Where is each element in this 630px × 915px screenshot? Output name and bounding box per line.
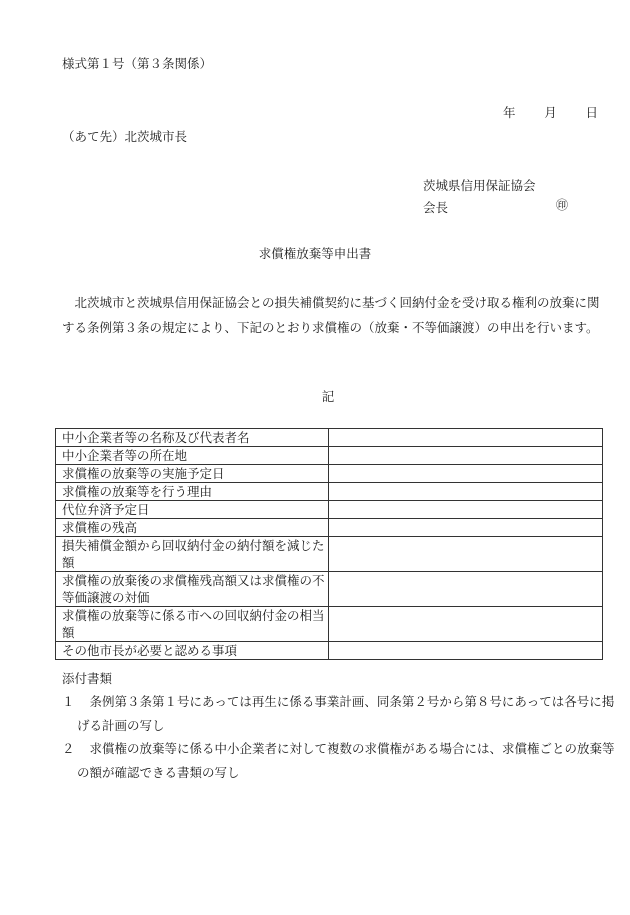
date-year: 年 — [503, 105, 516, 120]
attachment-number: １ — [62, 694, 75, 709]
organization-head: 会長 — [423, 200, 449, 215]
row-value[interactable] — [329, 572, 603, 607]
table-row — [56, 572, 603, 607]
table-row — [56, 429, 603, 447]
date-month: 月 — [544, 105, 557, 120]
body-paragraph: 北茨城市と茨城県信用保証協会との損失補償契約に基づく回納付金を受け取る権利の放棄に関する条例第３条の規定により、下記のとおり求償権の（放棄・不等価譲渡）の申出を行います。 — [62, 295, 600, 335]
document-title: 求償権放棄等申出書 — [258, 246, 372, 261]
date-line — [503, 103, 598, 121]
row-value[interactable] — [329, 465, 603, 483]
row-label: 求償権の放棄後の求償権残高額又は求償権の不等価譲渡の対価 — [56, 572, 329, 607]
attachment-number: ２ — [62, 741, 75, 756]
row-label: その他市長が必要と認める事項 — [56, 642, 329, 660]
application-items-table — [55, 428, 603, 660]
row-value[interactable] — [329, 501, 603, 519]
attachment-item — [62, 690, 621, 738]
table-row — [56, 483, 603, 501]
row-label: 求償権の残高 — [56, 519, 329, 537]
attachment-item — [62, 737, 621, 785]
table-row — [56, 519, 603, 537]
organization-name: 茨城県信用保証協会 — [423, 178, 536, 193]
row-value[interactable] — [329, 537, 603, 572]
row-value[interactable] — [329, 607, 603, 642]
ki-heading: 記 — [321, 389, 335, 404]
row-value[interactable] — [329, 429, 603, 447]
table-row — [56, 642, 603, 660]
table-row — [56, 501, 603, 519]
table-row — [56, 465, 603, 483]
form-number: 様式第１号（第３条関係） — [62, 56, 213, 71]
row-label: 求償権の放棄等の実施予定日 — [56, 465, 329, 483]
attachment-text: 条例第３条第１号にあっては再生に係る事業計画、同条第２号から第８号にあっては各号に掲げる計画の写し — [77, 694, 615, 733]
table-row — [56, 607, 603, 642]
row-label: 中小企業者等の所在地 — [56, 447, 329, 465]
row-label: 求償権の放棄等を行う理由 — [56, 483, 329, 501]
seal-mark: ㊞ — [556, 198, 569, 212]
row-value[interactable] — [329, 447, 603, 465]
row-value[interactable] — [329, 642, 603, 660]
addressee: （あて先）北茨城市長 — [62, 129, 188, 144]
row-label: 求償権の放棄等に係る市への回収納付金の相当額 — [56, 607, 329, 642]
table-row — [56, 537, 603, 572]
table-row — [56, 447, 603, 465]
row-value[interactable] — [329, 519, 603, 537]
row-label: 損失補償金額から回収納付金の納付額を減じた額 — [56, 537, 329, 572]
row-value[interactable] — [329, 483, 603, 501]
date-day: 日 — [585, 105, 598, 120]
row-label: 中小企業者等の名称及び代表者名 — [56, 429, 329, 447]
attachment-text: 求償権の放棄等に係る中小企業者に対して複数の求償権がある場合には、求償権ごとの放棄等の額が確認できる書類の写し — [77, 741, 615, 780]
attachments-title: 添付書類 — [62, 671, 113, 686]
row-label: 代位弁済予定日 — [56, 501, 329, 519]
